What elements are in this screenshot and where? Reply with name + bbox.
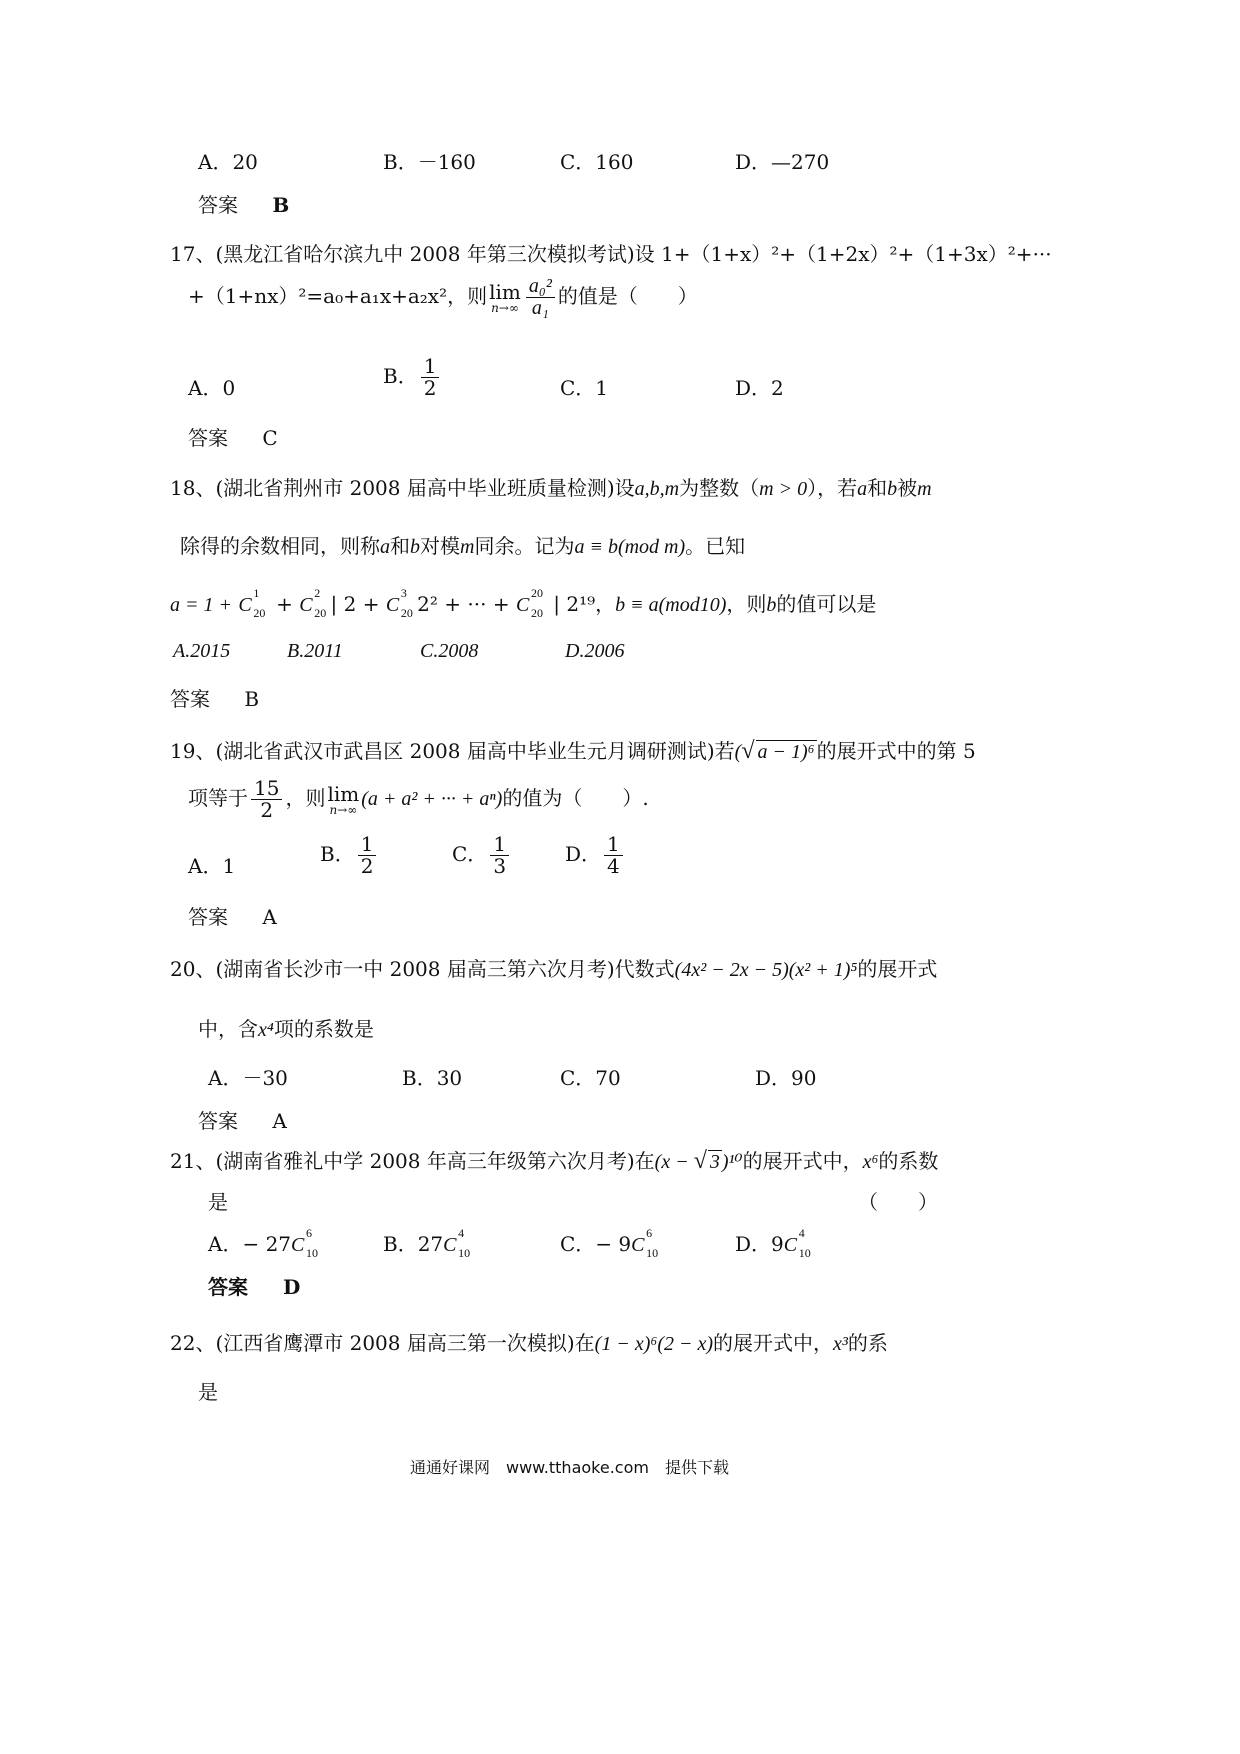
q20-text: 中，含	[198, 1017, 258, 1041]
q18-line1	[170, 472, 932, 501]
combination-letter: C	[238, 594, 252, 616]
option-fraction	[358, 834, 377, 877]
q17-option-a: A．0	[188, 376, 236, 400]
fraction-denominator: 3	[493, 854, 507, 878]
q22-line2: 是	[198, 1380, 218, 1404]
q18-option-d: D.2006	[565, 640, 625, 662]
q18-text: ，则	[726, 592, 767, 616]
q18-text: 除得的余数相同，则称	[180, 534, 380, 558]
q18-option-c: C.2008	[420, 640, 479, 662]
combination-letter: C	[783, 1234, 798, 1256]
q19-fraction	[251, 778, 282, 821]
combination-letter: C	[385, 594, 400, 616]
combination-term	[515, 586, 553, 620]
q17-limit	[489, 279, 521, 315]
combination-sub: 20	[314, 606, 327, 620]
q18-text: ，	[595, 592, 616, 616]
q19-expr: (√ a − 1)⁶	[734, 738, 815, 764]
q21-answer	[208, 1271, 300, 1300]
combination-term	[291, 1226, 322, 1260]
fraction-denominator: 2	[360, 854, 374, 878]
q18-vars: a,b,m	[634, 478, 680, 500]
q17-option-d: D．2	[735, 376, 784, 400]
answer-label: 答案	[198, 1109, 238, 1133]
q16-option-b: B．－160	[383, 150, 476, 174]
radical-sign: √	[693, 1148, 707, 1174]
answer-value: A	[262, 905, 277, 929]
combination-sup: 6	[306, 1226, 313, 1240]
q21-line2: 是	[208, 1190, 228, 1214]
combination-sub: 10	[798, 1246, 811, 1260]
combination-sup: 2	[314, 586, 321, 600]
q21-option-c	[560, 1226, 663, 1260]
lim-sub: n→∞	[329, 802, 358, 817]
q19-option-a: A．1	[188, 854, 236, 878]
q19-series: (a + a² + ··· + aⁿ)	[361, 788, 503, 810]
q18-text: 对模	[420, 534, 460, 558]
combination-term	[631, 1226, 662, 1260]
var-b: b	[410, 536, 420, 558]
term-tail: | 2¹⁹	[553, 592, 596, 616]
q18-line3	[170, 586, 877, 620]
combination-term	[238, 586, 269, 620]
option-label: B．	[383, 364, 418, 388]
q19-answer	[188, 901, 277, 930]
q18-text: 被	[897, 476, 918, 500]
q18-option-a: A.2015	[173, 640, 231, 662]
q21-option-b	[383, 1226, 475, 1260]
answer-value: B	[244, 687, 260, 711]
page-footer: 通通好课网 www.tthaoke.com 提供下载	[410, 1458, 729, 1477]
q19-limit	[327, 781, 360, 817]
q22-line1	[170, 1327, 888, 1356]
q22-source: 22、(江西省鹰潭市 2008 届高三第一次模拟)在	[170, 1331, 595, 1355]
q18-text: 为整数（	[679, 476, 760, 500]
option-label: D．	[565, 842, 602, 866]
q20-option-c: C．70	[560, 1066, 621, 1090]
option-label: B．	[320, 842, 355, 866]
q17-option-c: C．1	[560, 376, 609, 400]
q22-text: 的系	[847, 1331, 888, 1355]
q19-option-d	[565, 834, 626, 877]
option-fraction	[421, 356, 440, 399]
answer-value: D	[282, 1275, 301, 1299]
q17-answer	[188, 422, 278, 451]
combination-letter: C	[443, 1234, 457, 1256]
option-coef: 27	[417, 1232, 444, 1256]
q20-text: 的展开式	[857, 957, 938, 981]
q20-answer	[198, 1105, 287, 1134]
q19-text: 的值为（ ）.	[502, 786, 649, 810]
q21-paren: （ ）	[858, 1190, 938, 1214]
q20-term: x⁴	[258, 1019, 274, 1041]
q19-source: 19、(湖北省武汉市武昌区 2008 届高中毕业生元月调研测试)若	[170, 739, 735, 763]
var-m: m	[917, 478, 932, 500]
option-label: A．	[208, 1232, 243, 1256]
option-label: D．	[735, 1232, 772, 1256]
combination-sub: 10	[458, 1246, 471, 1260]
q16-option-c: C．160	[560, 150, 634, 174]
q20-option-a: A．－30	[208, 1066, 288, 1090]
combination-letter: C	[299, 594, 313, 616]
combination-term	[443, 1226, 474, 1260]
q18-text: 和	[867, 476, 888, 500]
q19-text: 的展开式中的第 5	[816, 739, 976, 763]
term-tail: | 2 +	[330, 592, 380, 616]
fraction-denominator: a₁	[531, 297, 549, 319]
fraction-numerator: 15	[251, 778, 282, 800]
q20-line2	[198, 1013, 374, 1042]
fraction-denominator: 4	[607, 854, 620, 878]
q20-option-d: D．90	[755, 1066, 817, 1090]
fraction-denominator: 2	[423, 376, 437, 400]
q20-expr: (4x² − 2x − 5)(x² + 1)⁵	[674, 959, 858, 981]
radicand: 3	[709, 1151, 720, 1173]
answer-label: 答案	[208, 1275, 248, 1299]
q18-text: ），若	[807, 476, 858, 500]
combination-term	[783, 1226, 815, 1260]
plus-sign: +	[276, 592, 293, 616]
q22-term: x³	[833, 1333, 848, 1355]
q20-source: 20、(湖南省长沙市一中 2008 届高三第六次月考)代数式	[170, 957, 675, 981]
combination-sup: 20	[530, 586, 543, 600]
radical-sign: √	[741, 738, 755, 764]
var-a: a	[380, 536, 390, 558]
fraction-numerator: 1	[490, 834, 509, 856]
q18-condition: m > 0	[759, 478, 808, 500]
option-coef: 9	[771, 1232, 784, 1256]
lim-text: lim	[489, 279, 521, 304]
q18-b-congruence: b ≡ a(mod10)	[615, 594, 727, 616]
q16-option-a: A．20	[198, 150, 258, 174]
option-fraction	[490, 834, 509, 877]
q21-expr	[654, 1148, 743, 1174]
q18-congruence: a ≡ b(mod m)	[574, 536, 686, 558]
q19-option-c	[452, 834, 512, 877]
combination-letter: C	[631, 1234, 645, 1256]
combination-term	[385, 586, 417, 620]
q19-option-b	[320, 834, 379, 877]
q21-source: 21、(湖南省雅礼中学 2008 年高三年级第六次月考)在	[170, 1149, 655, 1173]
option-label: B．	[383, 1232, 418, 1256]
q17-option-b	[383, 356, 442, 399]
option-label: C．	[560, 1232, 596, 1256]
answer-label: 答案	[170, 687, 210, 711]
fraction-numerator: 1	[604, 834, 623, 856]
var-b: b	[887, 478, 898, 500]
q18-answer	[170, 683, 259, 712]
combination-letter: C	[291, 1234, 305, 1256]
q17-expr: +（1+nx）²=a₀+a₁x+a₂x²，则	[188, 284, 488, 308]
var-a: a	[857, 478, 868, 500]
q19-text: 项等于	[188, 786, 248, 810]
q21-option-a	[208, 1226, 322, 1260]
answer-value: C	[262, 426, 278, 450]
answer-label: 答案	[188, 905, 228, 929]
q19-text: ，则	[285, 786, 326, 810]
combination-sub: 10	[646, 1246, 659, 1260]
expr-end: )¹⁰	[721, 1151, 743, 1173]
q19-line2	[188, 778, 649, 821]
q20-line1	[170, 953, 937, 982]
q20-text: 项的系数是	[273, 1017, 374, 1041]
combination-sup: 1	[253, 586, 260, 600]
q17-line2	[188, 276, 698, 319]
answer-value: B	[272, 193, 290, 217]
combination-sub: 10	[306, 1246, 319, 1260]
radicand: a − 1)⁶	[757, 741, 815, 763]
q21-line1	[170, 1145, 938, 1175]
q18-text: 。已知	[685, 534, 746, 558]
q19-line1	[170, 735, 976, 765]
q21-text: 的系数	[878, 1149, 939, 1173]
combination-sup: 4	[798, 1226, 805, 1240]
combination-sup: 3	[400, 586, 407, 600]
q16-option-d: D．—270	[735, 150, 830, 174]
fraction-numerator: 1	[358, 834, 377, 856]
q16-answer	[198, 189, 289, 218]
q18-text: 同余。记为	[474, 534, 575, 558]
q18-line2	[180, 530, 745, 559]
option-label: C．	[452, 842, 488, 866]
combination-term	[299, 586, 330, 620]
answer-label: 答案	[198, 193, 238, 217]
lim-sub: n→∞	[491, 300, 519, 315]
q18-option-b: B.2011	[287, 640, 343, 662]
answer-value: A	[272, 1109, 287, 1133]
q22-expr: (1 − x)⁶(2 − x)	[594, 1333, 714, 1355]
option-fraction	[604, 834, 623, 877]
term-tail: 2² + ··· +	[417, 592, 510, 616]
option-coef: − 9	[595, 1232, 632, 1256]
combination-sub: 20	[253, 606, 266, 620]
expr-start: (x −	[654, 1151, 689, 1173]
q22-text: 的展开式中，	[713, 1331, 834, 1355]
q20-option-b: B．30	[402, 1066, 463, 1090]
combination-sub: 20	[400, 606, 413, 620]
combination-sub: 20	[530, 606, 543, 620]
q21-text: 的展开式中，	[742, 1149, 863, 1173]
fraction-numerator: a₀²	[526, 276, 555, 298]
q21-option-d	[735, 1226, 815, 1260]
fraction-numerator: 1	[421, 356, 440, 378]
q18-formula-start: a = 1 +	[170, 594, 232, 616]
q18-text: 的值可以是	[776, 592, 877, 616]
q17-line1: 17、(黑龙江省哈尔滨九中 2008 年第三次模拟考试)设 1+（1+x）²+（1+2x）²+（1+3x）²+···	[170, 242, 1052, 266]
fraction-denominator: 2	[260, 798, 274, 822]
q18-text: 和	[390, 534, 410, 558]
var-b: b	[766, 594, 777, 616]
combination-sup: 6	[646, 1226, 653, 1240]
option-coef: − 27	[242, 1232, 292, 1256]
q17-tail: 的值是（ ）	[557, 284, 698, 308]
lim-text: lim	[327, 781, 360, 806]
var-m: m	[460, 536, 475, 558]
combination-letter: C	[515, 594, 530, 616]
answer-label: 答案	[188, 426, 228, 450]
combination-sup: 4	[458, 1226, 465, 1240]
q21-term: x⁶	[862, 1151, 879, 1173]
q18-source: 18、(湖北省荆州市 2008 届高中毕业班质量检测)设	[170, 476, 635, 500]
q17-fraction	[526, 276, 555, 319]
